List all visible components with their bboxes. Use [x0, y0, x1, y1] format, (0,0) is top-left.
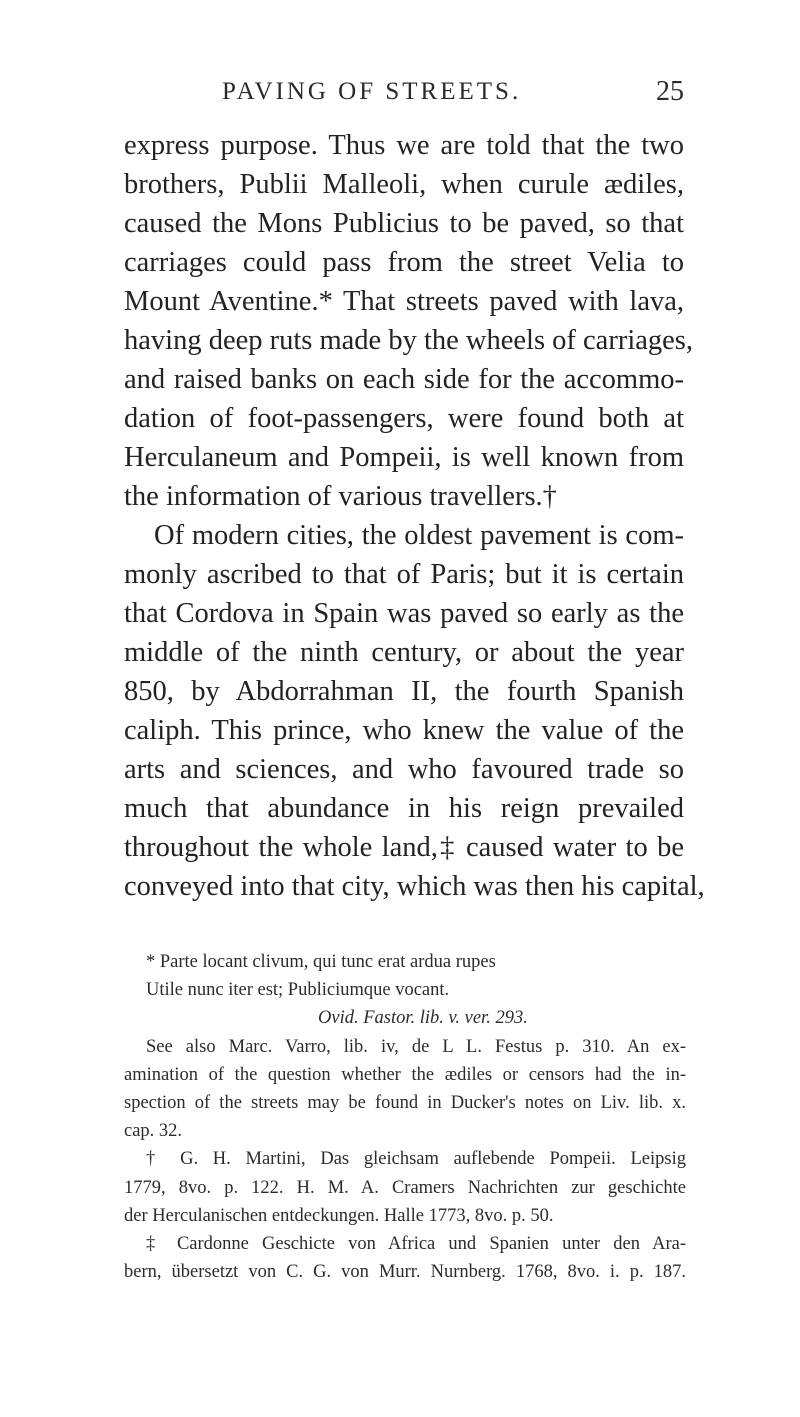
text-line: having deep ruts made by the wheels of carriages,	[124, 325, 693, 356]
text-line: caused the Mons Publicius to be paved, so that	[124, 208, 684, 239]
text-line: monly ascribed to that of Paris; but it is certain	[124, 559, 684, 590]
footnote-line: der Herculanischen entdeckungen. Halle 1773, 8vo. p. 50.	[124, 1205, 554, 1226]
text-line: dation of foot-passengers, were found both at	[124, 403, 684, 434]
footnote-line: spection of the streets may be found in Ducker's notes on Liv. lib. x.	[124, 1093, 686, 1114]
page-header	[124, 70, 684, 110]
text-line: and raised banks on each side for the accommo-	[124, 364, 684, 395]
footnote-line: * Parte locant clivum, qui tunc erat ardua rupes	[146, 952, 496, 972]
footnote-line: Ovid. Fastor. lib. v. ver. 293.	[318, 1008, 528, 1029]
text-line: Mount Aventine.* That streets paved with lava,	[124, 286, 684, 317]
text-line: Of modern cities, the oldest pavement is com-	[154, 520, 684, 551]
text-line: 850, by Abdorrahman II, the fourth Spanish	[124, 676, 684, 707]
footnote-line: † G. H. Martini, Das gleichsam auflebende Pompeii. Leipsig	[146, 1149, 686, 1170]
footnote-line: bern, übersetzt von C. G. von Murr. Nurnberg. 1768, 8vo. i. p. 187.	[124, 1262, 686, 1283]
footnote-line: Utile nunc iter est; Publiciumque vocant.	[146, 980, 450, 1001]
running-head: PAVING OF STREETS.	[222, 78, 522, 105]
footnote-line: 1779, 8vo. p. 122. H. M. A. Cramers Nachrichten zur geschichte	[124, 1177, 686, 1198]
text-line: middle of the ninth century, or about the year	[124, 637, 684, 668]
footnote-line: ‡ Cardonne Geschicte von Africa und Spanien unter den Ara-	[146, 1234, 686, 1255]
text-line: carriages could pass from the street Velia to	[124, 247, 684, 278]
text-line: much that abundance in his reign prevailed	[124, 793, 684, 824]
main-text	[124, 126, 705, 906]
text-line: throughout the whole land,‡ caused water to be	[124, 832, 684, 863]
text-line: caliph. This prince, who knew the value of the	[124, 715, 684, 746]
text-line: brothers, Publii Malleoli, when curule ædiles,	[124, 169, 684, 200]
text-line: express purpose. Thus we are told that the two	[124, 130, 684, 161]
footnote-line: cap. 32.	[124, 1121, 183, 1142]
footnotes	[124, 948, 686, 1286]
footnote-line: See also Marc. Varro, lib. iv, de L L. Festus p. 310. An ex-	[146, 1036, 686, 1057]
text-line: that Cordova in Spain was paved so early as the	[124, 598, 684, 629]
page-number: 25	[656, 76, 684, 107]
text-line: arts and sciences, and who favoured trade so	[124, 754, 684, 785]
text-line: Herculaneum and Pompeii, is well known from	[124, 442, 684, 473]
text-line: the information of various travellers.†	[124, 481, 557, 512]
footnote-line: amination of the question whether the ædiles or censors had the in-	[124, 1064, 686, 1085]
text-line: conveyed into that city, which was then his capital,	[124, 871, 705, 902]
